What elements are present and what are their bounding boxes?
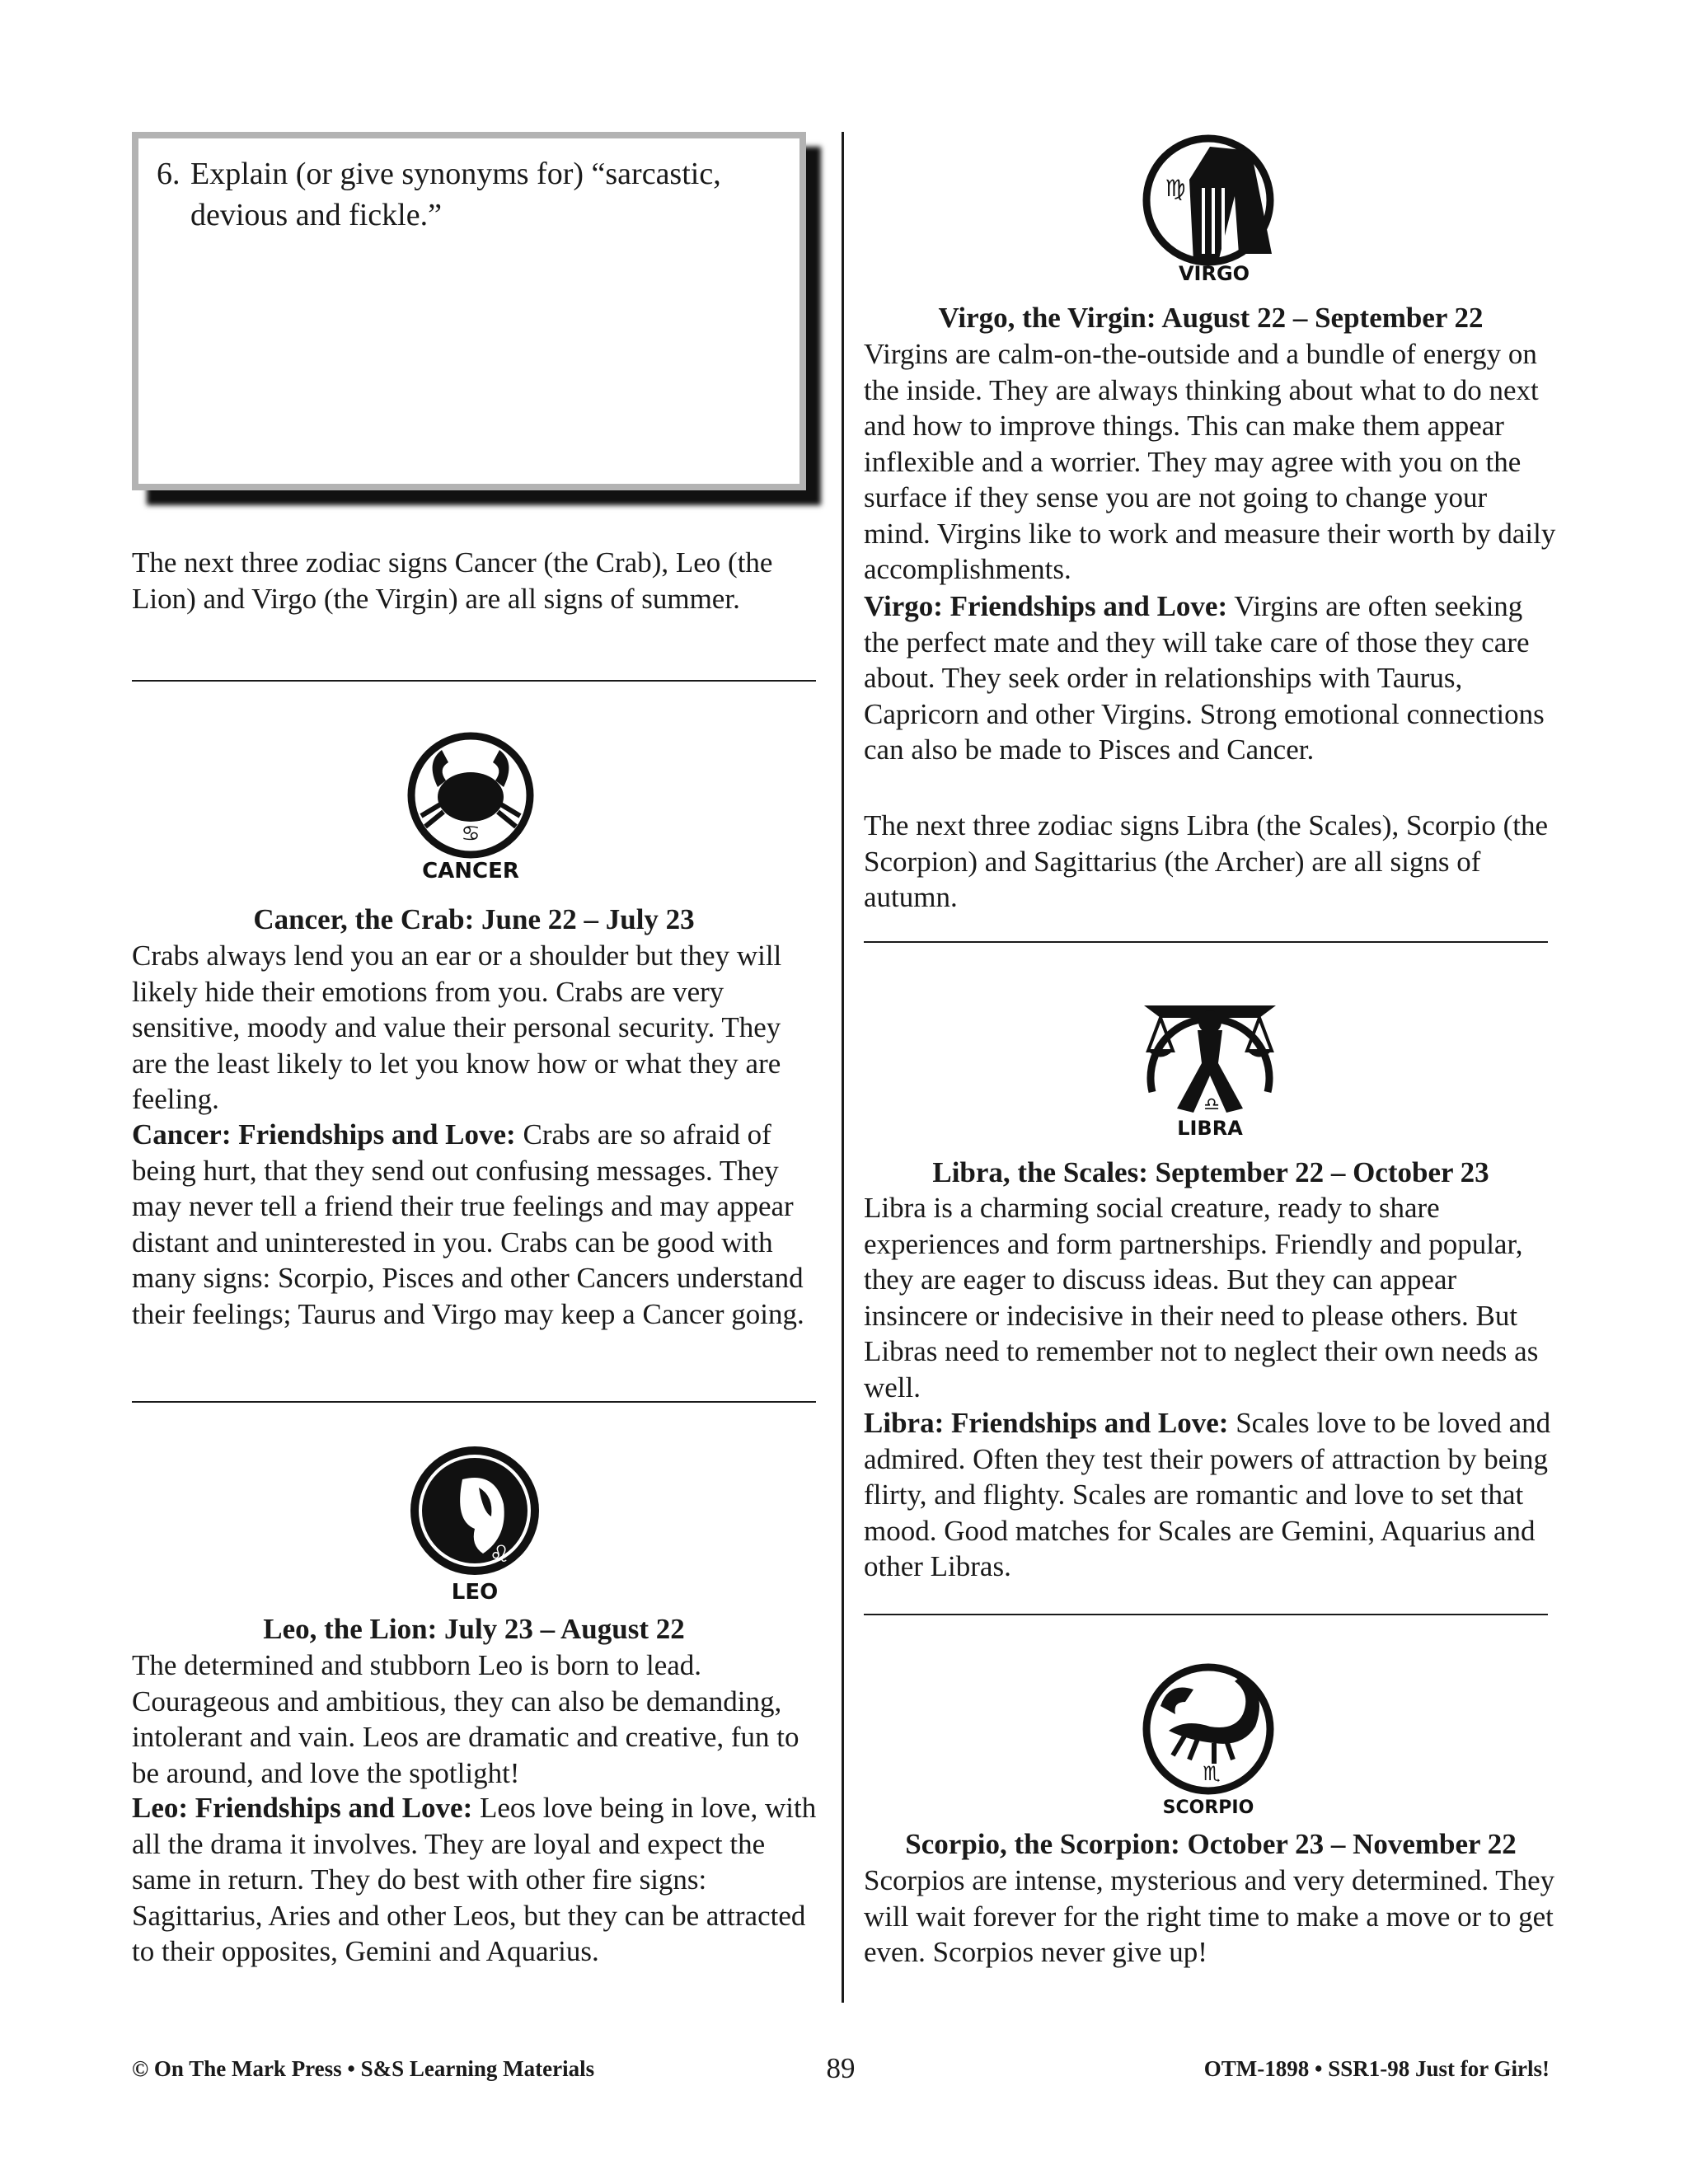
leo-description: The determined and stubborn Leo is born to lead. Courageous and ambitious, they can also be demanding, intolerant and vain. Leos are dramatic and creative, fun to be around, and love the spotlight!: [132, 1649, 799, 1789]
column-divider: [842, 132, 844, 2003]
section-rule: [132, 1401, 816, 1403]
cancer-icon-label: CANCER: [422, 859, 519, 883]
cancer-description: Crabs always lend you an ear or a shoulder but they will likely hide their emotions from you. Crabs are very sensitive, moody and value their personal security. They are the least likely to let you know how or what they are feeling.: [132, 940, 782, 1115]
svg-text:♋: ♋: [461, 822, 481, 846]
svg-text:♎: ♎: [1203, 1094, 1220, 1115]
virgo-love-label: Virgo: Friendships and Love:: [864, 590, 1228, 622]
page-number: 89: [826, 2052, 856, 2084]
question-text: Explain (or give synonyms for) “sarcastic, devious and fickle.”: [190, 157, 721, 232]
section-rule: [864, 1614, 1548, 1615]
intro-autumn: The next three zodiac signs Libra (the Scales), Scorpio (the Scorpion) and Sagittarius (the Archer) are all signs of autumn.: [864, 809, 1548, 913]
svg-text:♍: ♍: [1165, 175, 1186, 202]
leo-icon-label: LEO: [451, 1580, 499, 1603]
virgo-icon-label: VIRGO: [1178, 262, 1250, 285]
leo-love-label: Leo: Friendships and Love:: [132, 1792, 473, 1824]
libra-icon-label: LIBRA: [1177, 1117, 1243, 1140]
footer-publisher: © On The Mark Press • S&S Learning Materials: [132, 2056, 595, 2081]
section-rule: [132, 680, 816, 682]
scorpio-icon: [1136, 1657, 1284, 1821]
svg-text:♌: ♌: [489, 1540, 510, 1568]
libra-description: Libra is a charming social creature, ready to share experiences and form partnerships. Friendly and popular, they are eager to discuss ideas. But they can appear insincere or indecisive in their need to please others. But Libras need to remember not to neglect their own needs as well.: [864, 1192, 1539, 1404]
cancer-love-text: Crabs are so afraid of being hurt, that they send out confusing messages. They may never tell a friend their true feelings and may appear distant and uninterested in you. Crabs can be good with many signs: Scorpio, Pisces and other Cancers understand their feelings; Taurus and Virgo may keep a Cancer going.: [132, 1118, 804, 1330]
virgo-description: Virgins are calm-on-the-outside and a bundle of energy on the inside. They are always thinking about what to do next and how to improve things. This can make them appear inflexible and a worrier. They may agree with you on the surface if they sense you are not going to change your mind. Virgins like to work and measure their worth by daily accomplishments.: [864, 338, 1556, 585]
virgo-love: [864, 588, 1558, 768]
libra-love: [864, 1405, 1558, 1585]
cancer-love: [132, 1117, 820, 1332]
cancer-heading: Cancer, the Crab: June 22 – July 23: [253, 903, 695, 935]
leo-love-text: Leos love being in love, with all the drama it involves. They are loyal and expect the same in return. They do best with other fire signs: Sagittarius, Aries and other Leos, but they can be attracted to their opposites, Gemini and Aquarius.: [132, 1792, 817, 1967]
footer-catalog: OTM-1898 • SSR1-98 Just for Girls!: [1203, 2056, 1550, 2081]
leo-love: [132, 1790, 820, 1970]
libra-love-label: Libra: Friendships and Love:: [864, 1407, 1229, 1439]
question-box: [132, 132, 806, 490]
intro-summer: The next three zodiac signs Cancer (the Crab), Leo (the Lion) and Virgo (the Virgin) are all signs of summer.: [132, 546, 773, 615]
scorpio-icon-label: SCORPIO: [1162, 1797, 1254, 1818]
libra-love-text: Scales love to be loved and admired. Often they test their powers of attraction by being flirty, and flighty. Scales are romantic and love to set that mood. Good matches for Scales are Gemini, Aquarius and other Libras.: [864, 1407, 1551, 1582]
cancer-love-label: Cancer: Friendships and Love:: [132, 1118, 516, 1151]
libra-icon: [1136, 985, 1284, 1141]
virgo-icon: [1136, 130, 1292, 287]
question-number: 6.: [157, 157, 181, 191]
leo-heading: Leo, the Lion: July 23 – August 22: [263, 1613, 685, 1645]
svg-text:♏: ♏: [1203, 1762, 1221, 1785]
scorpio-heading: Scorpio, the Scorpion: October 23 – November 22: [905, 1828, 1517, 1860]
leo-icon: [405, 1438, 545, 1603]
section-rule: [864, 941, 1548, 943]
virgo-love-text: Virgins are often seeking the perfect mate and they will take care of those they care about. They seek order in relationships with Taurus, Capricorn and other Virgins. Strong emotional connections can also be made to Pisces and Cancer.: [864, 590, 1545, 766]
scorpio-description: Scorpios are intense, mysterious and very determined. They will wait forever for the right time to make a move or to get even. Scorpios never give up!: [864, 1864, 1555, 1968]
virgo-heading: Virgo, the Virgin: August 22 – September 22: [938, 302, 1484, 334]
libra-heading: Libra, the Scales: September 22 – October 23: [932, 1156, 1489, 1188]
cancer-icon: [401, 729, 541, 886]
